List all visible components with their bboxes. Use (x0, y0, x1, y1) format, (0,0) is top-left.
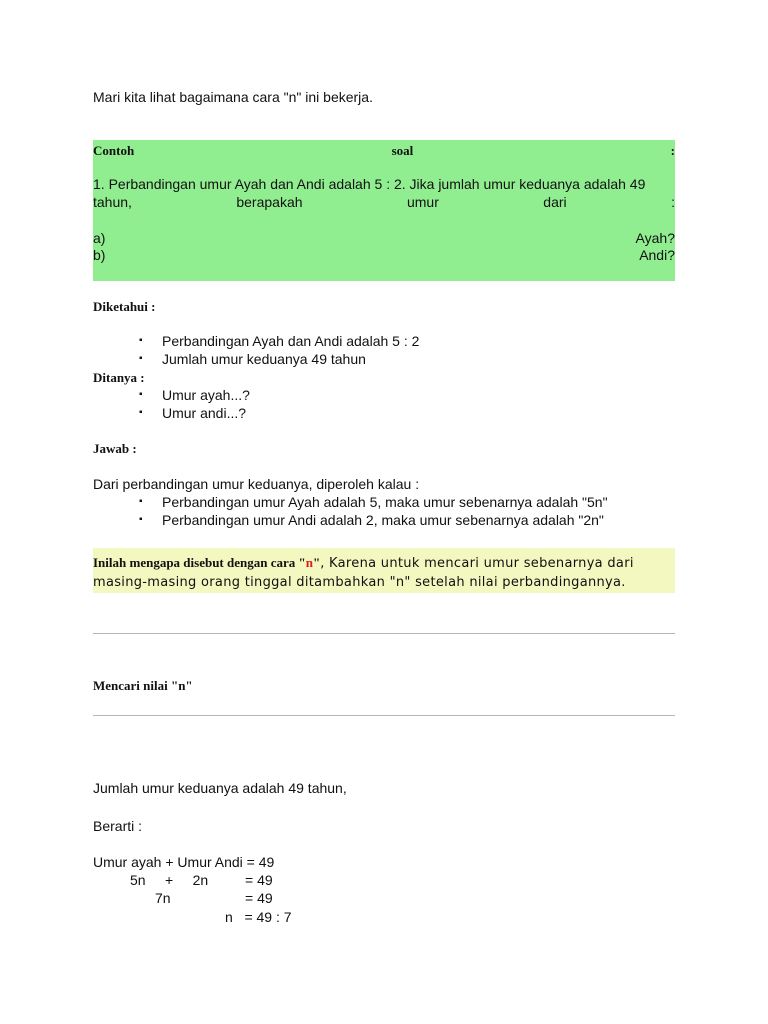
list-item: ▪ Perbandingan Ayah dan Andi adalah 5 : 2 (139, 333, 420, 349)
question-word: dari (543, 194, 567, 210)
list-item: ▪ Perbandingan umur Ayah adalah 5, maka umur sebenarnya adalah "5n" (139, 494, 608, 510)
equation-3-left: 7n (155, 890, 171, 906)
example-heading-word: Contoh (93, 143, 135, 158)
equation-2-right: = 49 (245, 872, 273, 888)
option-b (93, 246, 675, 264)
calc-line-2: Berarti : (93, 818, 143, 834)
option-a (93, 229, 675, 247)
diketahui-list (93, 332, 419, 368)
list-item: ▪ Perbandingan umur Andi adalah 2, maka umur sebenarnya adalah "2n" (139, 512, 604, 528)
bullet-icon: ▪ (139, 514, 143, 525)
list-item: ▪ Umur andi...? (139, 405, 247, 421)
jawab-list (93, 493, 608, 529)
calc-line-1: Jumlah umur keduanya adalah 49 tahun, (93, 780, 347, 796)
option-b-label: b) (93, 247, 106, 263)
bullet-icon: ▪ (139, 407, 143, 418)
divider (93, 715, 675, 716)
question-word: tahun, (93, 194, 132, 210)
equation-4: n = 49 : 7 (225, 909, 292, 925)
bullet-icon: ▪ (139, 353, 143, 364)
document-page (93, 0, 675, 1024)
bullet-icon: ▪ (139, 389, 143, 400)
note-line-2: masing-masing orang tinggal ditambahkan "n" setelah nilai perbandingannya. (93, 575, 626, 590)
list-item: ▪ Jumlah umur keduanya 49 tahun (139, 351, 366, 367)
example-heading (93, 143, 675, 159)
jawab-heading: Jawab : (93, 441, 137, 456)
note-line-1 (93, 552, 675, 574)
option-a-label: a) (93, 230, 106, 246)
intro-text: Mari kita lihat bagaimana cara "n" ini bekerja. (93, 89, 373, 105)
question-line-2 (93, 193, 675, 211)
bullet-icon: ▪ (139, 496, 143, 507)
ditanya-list (93, 386, 250, 422)
divider (93, 633, 675, 634)
example-heading-word: : (670, 143, 675, 158)
note-bold-suffix: " (312, 555, 321, 570)
question-line-1: 1. Perbandingan umur Ayah dan Andi adalah 5 : 2. Jika jumlah umur keduanya adalah 49 (93, 176, 646, 192)
question-word: : (671, 194, 675, 210)
equation-2-left: 5n + 2n (130, 872, 209, 888)
ditanya-heading: Ditanya : (93, 370, 145, 385)
equation-1: Umur ayah + Umur Andi = 49 (93, 854, 275, 870)
section-title: Mencari nilai "n" (93, 678, 193, 693)
question-word: umur (406, 194, 439, 210)
option-a-value: Ayah? (635, 230, 675, 246)
note-box (93, 548, 675, 593)
note-highlight: n (305, 555, 313, 570)
note-bold-prefix: Inilah mengapa disebut dengan cara " (93, 555, 306, 570)
bullet-icon: ▪ (139, 335, 143, 346)
jawab-intro: Dari perbandingan umur keduanya, diperoleh kalau : (93, 476, 420, 492)
example-heading-word: soal (391, 143, 414, 158)
diketahui-heading: Diketahui : (93, 299, 156, 314)
equation-3-right: = 49 (245, 890, 273, 906)
question-word: berapakah (236, 194, 303, 210)
list-item: ▪ Umur ayah...? (139, 387, 250, 403)
note-rest: , Karena untuk mencari umur sebenarnya dari (320, 556, 634, 571)
option-b-value: Andi? (639, 247, 675, 263)
example-box (93, 140, 675, 281)
